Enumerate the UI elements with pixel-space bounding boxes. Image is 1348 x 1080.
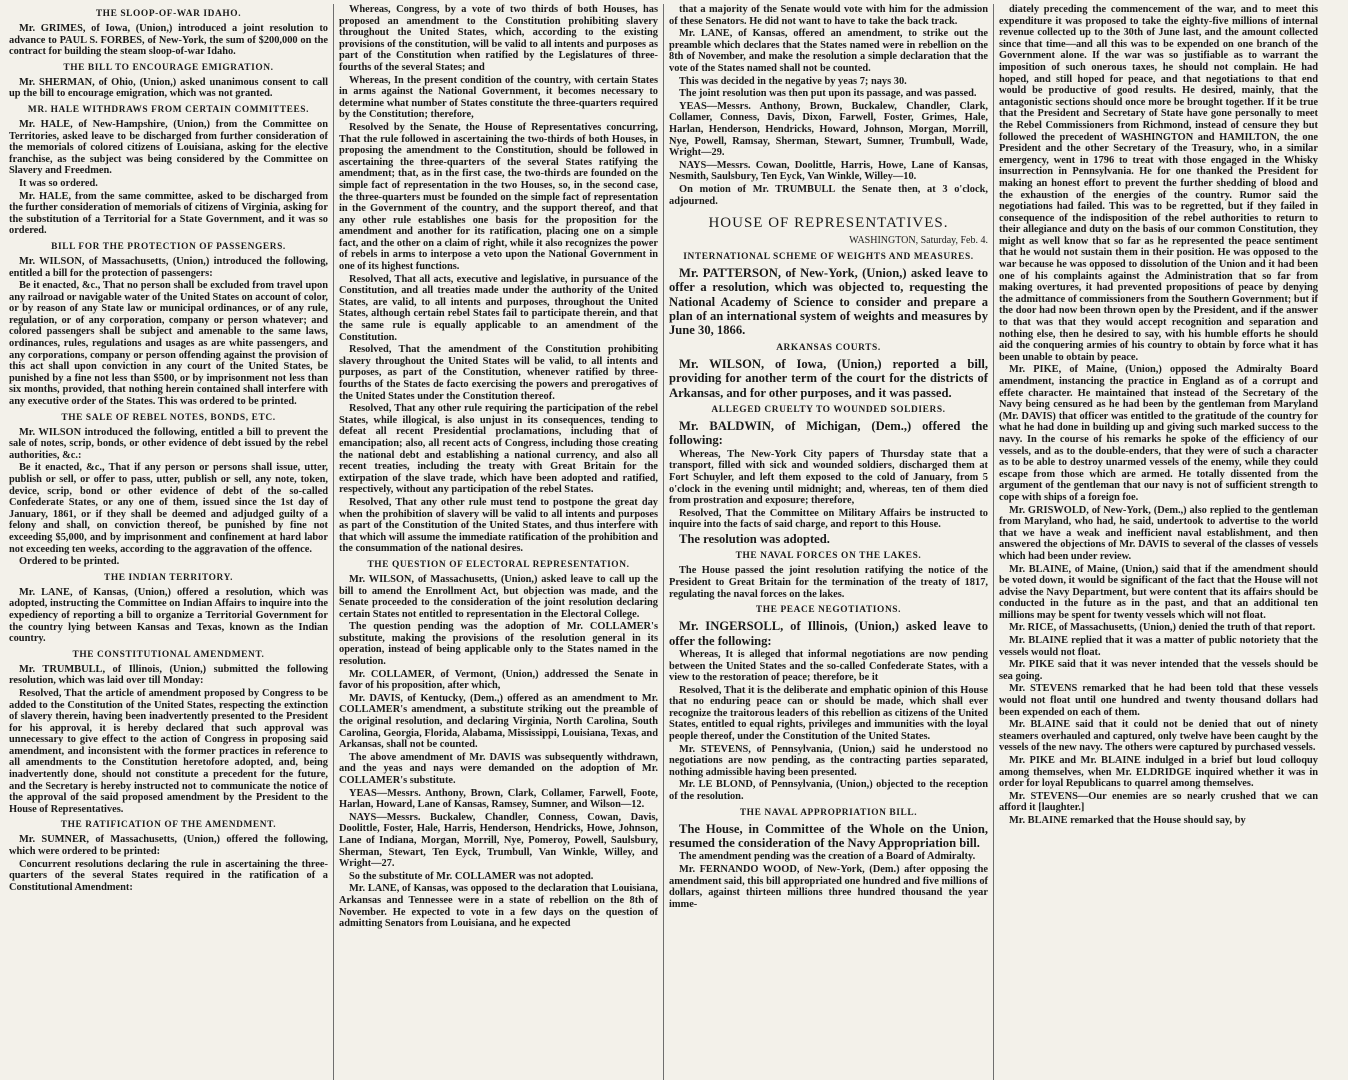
article-paragraph: Mr. GRISWOLD, of New-York, (Dem.,) also replied to the gentleman from Maryland, who had, he said, undertook to advertise to the world that we have a weak and inefficient naval establishment, and then answered the objections of Mr. DAVIS to several of the classes of vessels which had been under review. [999,504,1318,562]
article-paragraph: The question pending was the adoption of Mr. COLLAMER's substitute, making the provisions of the resolution general in its operation, instead of being applicable only to the States named in the resolution. [339,621,658,668]
article-paragraph: The House, in Committee of the Whole on the Union, resumed the consideration of the Navy Appropriation bill. [669,821,988,851]
section-heading: THE SLOOP-OF-WAR IDAHO. [95,9,242,19]
section-heading: THE CONSTITUTIONAL AMENDMENT. [72,649,265,660]
section-heading: ARKANSAS COURTS. [776,342,881,353]
article-paragraph: Mr. SHERMAN, of Ohio, (Union,) asked unanimous consent to call up the bill to encourage emigration, which was not granted. [9,76,328,100]
article-paragraph: Whereas, In the present condition of the country, with certain States in arms against the National Government, it becomes necessary to determine what number of States constitute the three-quarters required by the Constitution; therefore, [339,74,658,121]
column-4 [994,4,1323,1080]
article-paragraph: Mr. PIKE, of Maine, (Union,) opposed the Admiralty Board amendment, instancing the practice in England as of a corrupt and effete character. He maintained that instead of the Secretary of the Navy being censured as he had been by the gentleman from Maryland (Mr. DAVIS) that officer was entitled to the gratitude of the country for what he had done in building up and giving such marked success to the navy. In the course of his remarks he spoke of the efficiency of our vessels, and as to the double-enders, that they were of such a character as to be able to destroy unarmed vessels of the enemy, while they could escape from those which are armed. He totally dissented from the argument of the gentleman that our navy is not of sufficient strength to cope with ships of a foreign foe. [999,364,1318,503]
section-heading: ALLEGED CRUELTY TO WOUNDED SOLDIERS. [711,404,946,415]
article-paragraph: Concurrent resolutions declaring the rule in ascertaining the three-quarters of the several States required in the ratification of a Constitutional Amendment: [9,858,328,893]
article-paragraph: Resolved, That any other rule must tend to postpone the great day when the prohibition of slavery will be valid to all intents and purposes as part of the Constitution of the United States, and thus interfere with that which will assume the immediate ratification of the prohibition and the consummation of the national desires. [339,496,658,555]
article-paragraph: The joint resolution was then put upon its passage, and was passed. [679,88,977,100]
article-paragraph: Mr. BLAINE, of Maine, (Union,) said that if the amendment should be voted down, it would be significant of the fact that the House will not advise the Navy Department, but were content that its affairs should be conducted in the future as in the past, and that an additional ten millions may be spent for twenty vessels which will not float. [999,563,1318,621]
article-paragraph: Mr. HALE, from the same committee, asked to be discharged from the further consideration of memorials of citizens of Virginia, asking for the substitution of a Territorial for a State Government, and it was so ordered. [9,190,328,237]
article-paragraph: Mr. WILSON, of Massachusetts, (Union,) asked leave to call up the bill to amend the Enrollment Act, but objection was made, and the Senate proceeded to the consideration of the joint resolution declaring certain States not entitled to representation in the Electoral College. [339,573,658,620]
article-paragraph: The above amendment of Mr. DAVIS was subsequently withdrawn, and the yeas and nays were demanded on the adoption of Mr. COLLAMER's substitute. [339,751,658,786]
article-paragraph: Mr. PIKE said that it was never intended that the vessels should be sea going. [999,659,1318,682]
article-paragraph: diately preceding the commencement of the war, and to meet this expenditure it was proposed to take the eighty-five millions of internal revenue collected up to the 30th of June last, and the amount collected since that time—and all this was to be expended on one branch of the Government alone. If the war was so justifiable as to warrant the imposition of such onerous taxes, he should not complain. He had hoped, and still hoped for peace, and that negotiations to that end would be productive of good results. He desired, mainly, that the antagonistic sections should once more be brought together. If it be true that the President and Secretary of State have gone personally to meet the Rebel Commissioners from Richmond, instead of censure they but followed the precedent of WASHINGTON and HAMILTON, the one President and the other Secretary of the Treasury, who, in a similar emergency, went in 1796 to treat with those engaged in the Whisky insurrection in Pennsylvania. He for one thanked the President for making an honest effort to prevent the further shedding of blood and the exhaustion of the energies of the country. Rumor said the negotiations had failed. This was to be regretted, but if they failed in consequence of the indisposition of the rebel authorities to return to their allegiance and duty on the basis of our common Constitution, they might as well know that so far as he represented the peace sentiment that he would not sustain them in their position. He was opposed to the war because he was opposed to dissolution of the Union and it had been one of his complaints against the Administration that so far from making overtures, it had prevented propositions of peace by denying the admittance of commissioners from the Southern Government; but if the door had now been thrown open by the President, and if the answer to that was that they would accept recognition and separation and nothing else, then he desired to say, with his humble efforts he should aid the conquering armies of his country to obtain by force what it has been unable to obtain by peace. [999,4,1318,363]
section-heading: THE SALE OF REBEL NOTES, BONDS, ETC. [61,412,276,423]
section-heading: THE INDIAN TERRITORY. [103,572,234,583]
dateline: WASHINGTON, Saturday, Feb. 4. [849,235,988,247]
article-paragraph: On motion of Mr. TRUMBULL the Senate then, at 3 o'clock, adjourned. [669,183,988,207]
column-2 [334,4,663,1080]
article-paragraph: Mr. DAVIS, of Kentucky, (Dem.,) offered as an amendment to Mr. COLLAMER's amendment, a substitute striking out the preamble of the original resolution, and declaring Virginia, North Carolina, South Carolina, Georgia, Florida, Alabama, Mississippi, Louisiana, Texas, and Arkansas, shall not be counted. [339,692,658,751]
article-paragraph: Resolved, That the article of amendment proposed by Congress to be added to the Constitution of the United States, respecting the extinction of slavery therein, having been inadvertently presented to the President for his approval, it is hereby declared that such approval was unnecessary to give effect to the action of Congress in proposing said amendment, and inconsistent with the former practices in reference to all amendments to the Constitution heretofore adopted, and, being inadvertently done, should not constitute a precedent for the future, and the Secretary is hereby instructed not to communicate the notice of the approval of the said proposed amendment by the President to the House of Representatives. [9,687,328,815]
article-paragraph: Whereas, It is alleged that informal negotiations are now pending between the United States and the so-called Confederate States, with a view to the restoration of peace; therefore, be it [669,648,988,684]
article-paragraph: NAYS—Messrs. Buckalew, Chandler, Conness, Cowan, Davis, Doolittle, Foster, Hale, Harris, Henderson, Hendricks, Howe, Johnson, Lane of Indiana, Morgan, Morrill, Nye, Pomeroy, Powell, Saulsbury, Sherman, Stewart, Ten Eyck, Trumbull, Van Winkle, Willey, and Wright—27. [339,811,658,870]
section-heading: THE PEACE NEGOTIATIONS. [755,605,902,616]
article-paragraph: Resolved, That all acts, executive and legislative, in pursuance of the Constitution, and all treaties made under the authority of the United States, are valid, to all intents and purposes, throughout the United States, although certain rebel States fail to participate therein, and that the same rule is equally applicable to an amendment of the Constitution. [339,273,658,343]
article-paragraph: Mr. LANE, of Kansas, offered an amendment, to strike out the preamble which declares that the States named were in rebellion on the 8th of November, and make the resolution a simple declaration that the vote of the States named shall not be counted. [669,28,988,74]
section-heading: THE BILL TO ENCOURAGE EMIGRATION. [63,62,274,73]
article-paragraph: Mr. LANE, of Kansas, (Union,) offered a resolution, which was adopted, instructing the Committee on Indian Affairs to inquire into the expediency of reporting a bill to organize a Territorial Government for the country lying between Kansas and Texas, known as the Indian country. [9,586,328,645]
article-paragraph: Be it enacted, &c., That no person shall be excluded from travel upon any railroad or navigable water of the United States on account of color, or by reason of any State law or municipal ordinances, or of any rule, regulation, or of any corporation, company or person whatever; and colored passengers shall be subject and amenable to the same laws, ordinances, rules, regulations and usages as are white passengers, and any corporations, company or person offending against the provision of this act shall upon conviction in any court of the United States, be punished by a fine not less than $500, or by imprisonment not less than six months, provided, that nothing herein contained shall interfere with any executive order of the States. This was ordered to be printed. [9,280,328,408]
article-paragraph: Whereas, Congress, by a vote of two thirds of both Houses, has proposed an amendment to the Constitution prohibiting slavery throughout the United States, which, according to the existing provisions of the constitution, will be valid to all intents and purposes as part of the Constitution when ratified by the Legislatures of three-fourths of the several States; and [339,4,658,73]
article-paragraph: that a majority of the Senate would vote with him for the admission of these Senators. He did not want to have to take the back track. [669,4,988,27]
column-3 [664,4,993,1080]
article-paragraph: Mr. FERNANDO WOOD, of New-York, (Dem.) after opposing the amendment said, this bill appropriated one hundred and five millions of dollars, against thirteen millions three hundred thousand the year imme- [669,864,988,910]
section-heading: BILL FOR THE PROTECTION OF PASSENGERS. [51,241,286,252]
article-paragraph: Mr. BLAINE said that it could not be denied that out of ninety steamers overhauled and captured, only twelve have been caught by the vessels of the new navy. The others were captured by purchased vessels. [999,719,1318,754]
article-paragraph: It was so ordered. [19,177,98,189]
article-paragraph: Mr. WILSON introduced the following, entitled a bill to prevent the sale of notes, scrip, bonds, or other evidence of debt issued by the rebel authorities, &c.: [9,426,328,461]
article-paragraph: Resolved, That the Committee on Military Affairs be instructed to inquire into the facts of said charge, and report to this House. [669,507,988,531]
article-paragraph: Mr. PATTERSON, of New-York, (Union,) asked leave to offer a resolution, which was objected to, requesting the National Academy of Science to consider and prepare a plan of an international system of weights and measures by June 30, 1866. [669,265,988,338]
article-paragraph: Mr. BLAINE remarked that the House should say, by [1009,814,1246,826]
article-paragraph: Mr. COLLAMER, of Vermont, (Union,) addressed the Senate in favor of his proposition, after which, [339,668,658,692]
article-paragraph: This was decided in the negative by yeas 7; nays 30. [679,75,907,87]
article-paragraph: The resolution was adopted. [679,531,830,546]
article-paragraph: Mr. RICE, of Massachusetts, (Union,) denied the truth of that report. [1009,622,1316,634]
section-heading: INTERNATIONAL SCHEME OF WEIGHTS AND MEASURES. [683,251,974,262]
article-paragraph: NAYS—Messrs. Cowan, Doolittle, Harris, Howe, Lane of Kansas, Nesmith, Saulsbury, Ten Eyck, Van Winkle, Willey—10. [669,159,988,183]
article-paragraph: Mr. TRUMBULL, of Illinois, (Union,) submitted the following resolution, which was laid over till Monday: [9,663,328,687]
article-paragraph: Mr. LE BLOND, of Pennsylvania, (Union,) objected to the reception of the resolution. [669,779,988,803]
section-heading: THE QUESTION OF ELECTORAL REPRESENTATION. [367,559,630,570]
article-paragraph: Mr. WILSON, of Iowa, (Union,) reported a bill, providing for another term of the court for the districts of Arkansas, and for other purposes, and it was passed. [669,356,988,400]
article-paragraph: Mr. STEVENS, of Pennsylvania, (Union,) said he understood no negotiations are now pending, as the contracting parties separated, nothing admissible having been presented. [669,743,988,778]
article-paragraph: YEAS—Messrs. Anthony, Brown, Buckalew, Chandler, Clark, Collamer, Conness, Davis, Dixon, Farwell, Foster, Grimes, Hale, Harlan, Henderson, Hendricks, Howard, Johnson, Morgan, Morrill, Nye, Powell, Ramsay, Sherman, Stewart, Sumner, Trumbull, Wade, Wright—29. [669,100,988,159]
chamber-heading: HOUSE OF REPRESENTATIVES. [708,215,949,232]
article-paragraph: Mr. LANE, of Kansas, was opposed to the declaration that Louisiana, Arkansas and Tennessee were in a state of rebellion on the 8th of November. He expected to vote in a few days on the question of admitting Senators from Louisiana, and he expected [339,883,658,930]
article-paragraph: So the substitute of Mr. COLLAMER was not adopted. [349,870,594,882]
article-paragraph: The amendment pending was the creation of a Board of Admiralty. [679,851,976,863]
article-paragraph: Mr. BLAINE replied that it was a matter of public notoriety that the vessels would not float. [999,635,1318,658]
article-paragraph: Mr. HALE, of New-Hampshire, (Union,) from the Committee on Territories, asked leave to be discharged from further consideration of the memorials of colored citizens of Louisiana, asking for the elective franchise, as the subject was being considered by the Committee on Slavery and Freedmen. [9,118,328,177]
article-paragraph: YEAS—Messrs. Anthony, Brown, Clark, Collamer, Farwell, Foote, Harlan, Howard, Lane of Kansas, Ramsey, Sumner, and Wilson—12. [339,787,658,811]
article-paragraph: Ordered to be printed. [19,556,120,568]
section-heading: THE RATIFICATION OF THE AMENDMENT. [60,820,277,831]
article-paragraph: Resolved by the Senate, the House of Representatives concurring, That the rule followed in ascertaining the two-thirds of both Houses, in proposing the amendment to the Constitution, should be followed in ascertaining the three-quarters of the several States ratifying the amendment; that, as in the first case, the two-thirds are founded on the simple fact of representation in the two Houses, so, in the second case, the three-quarters must be founded on the simple fact of representation in the Government of the country, and the support thereof, and that any other rule establishes one basis for the proposition for the amendment and another for its ratification, placing one on a simple fact, and the other on a claim of right, while it also recognizes the power of rebels in arms to interpose a veto upon the National Government in one of its highest functions. [339,121,658,273]
article-paragraph: Mr. INGERSOLL, of Illinois, (Union,) asked leave to offer the following: [669,619,988,648]
article-paragraph: Be it enacted, &c., That if any person or persons shall issue, utter, publish or sell, or offer to pass, utter, publish or sell, any note, token, device, scrip, bond or other evidence of debt of the so-called Confederate States, or any one of them, issued since the 1st day of January, 1861, or if they shall be deemed and adjudged guilty of a felony and shall, on conviction thereof, be punished by fine not exceeding $5,000, and by imprisonment and confinement at hard labor not exceeding ten weeks, according to the aggravation of the offence. [9,462,328,555]
article-paragraph: Mr. PIKE and Mr. BLAINE indulged in a brief but loud colloquy among themselves, when Mr. ELDRIDGE inquired whether it was in order for loyal Republicans to quarrel among themselves. [999,755,1318,790]
article-paragraph: Resolved, That the amendment of the Constitution prohibiting slavery throughout the United States will be valid, to all intents and purposes, as part of the Constitution, whenever ratified by three-fourths of the States de facto exercising the powers and prerogatives of the United States under the Constitution thereof. [339,344,658,402]
article-paragraph: Resolved, That it is the deliberate and emphatic opinion of this House that no enduring peace can or should be made, which shall ever recognize the traitorous leaders of this rebellion as citizens of the United States, entitled to equal rights, privileges and immunities with the loyal people thereof, under the Constitution of the United States. [669,684,988,743]
article-paragraph: Mr. BALDWIN, of Michigan, (Dem.,) offered the following: [669,418,988,448]
section-heading: MR. HALE WITHDRAWS FROM CERTAIN COMMITTEES. [27,104,310,115]
article-paragraph: Mr. SUMNER, of Massachusetts, (Union,) offered the following, which were ordered to be printed: [9,834,328,858]
article-paragraph: Mr. STEVENS remarked that he had been told that these vessels would not float until one hundred and twenty thousand dollars had been expended on each of them. [999,683,1318,718]
article-paragraph: Mr. WILSON, of Massachusetts, (Union,) introduced the following, entitled a bill for the protection of passengers: [9,255,328,279]
article-paragraph: The House passed the joint resolution ratifying the notice of the President to Great Britain for the termination of the treaty of 1817, regulating the naval forces on the lakes. [669,565,988,600]
article-paragraph: Resolved, That any other rule requiring the participation of the rebel States, while illogical, is also unjust in its consequences, tending to defeat all recent Presidential proclamations, including that of emancipation; also, all recent acts of Congress, including those creating the national debt and establishing a national currency, and also all recent treaties, including the treaty with Great Britain for the extirpation of the slave trade, which have been adopted and ratified, respectively, without any participation of the rebel States. [339,403,658,496]
section-heading: THE NAVAL FORCES ON THE LAKES. [735,551,922,562]
column-1 [4,4,333,1080]
article-paragraph: Whereas, The New-York City papers of Thursday state that a transport, filled with sick and wounded soldiers, discharged them at Fort Schuyler, and left them exposed to the cold of January, from 5 o'clock in the evening until midnight; and, whereas, ten of them died from prostration and exposure; therefore, [669,448,988,507]
article-paragraph: Mr. STEVENS—Our enemies are so nearly crushed that we can afford it [laughter.] [999,790,1318,814]
section-heading: THE NAVAL APPROPRIATION BILL. [739,807,918,818]
article-paragraph: Mr. GRIMES, of Iowa, (Union,) introduced a joint resolution to advance to PAUL S. FORBES, of New-York, the sum of $200,000 on the contract for building the steam sloop-of-war Idaho. [9,23,328,58]
